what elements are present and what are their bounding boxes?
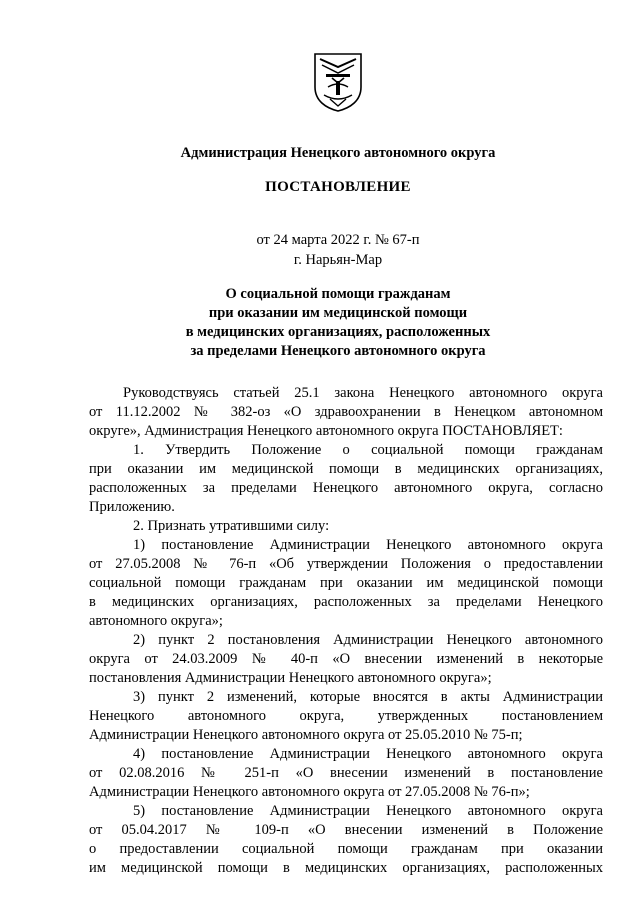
- title-line: за пределами Ненецкого автономного округа: [190, 343, 486, 359]
- title-line: в медицинских организациях, расположенных: [185, 324, 491, 340]
- body-line: Руководствуясь статьей 25.1 закона Ненецкого автономного округа: [123, 385, 603, 401]
- body-line: 2) пункт 2 постановления Администрации Ненецкого автономного: [133, 632, 603, 648]
- body-line: при оказании им медицинской помощи в медицинских организациях,: [89, 461, 603, 477]
- body-line: в медицинских организациях, расположенных за пределами Ненецкого: [89, 594, 603, 610]
- title-line: О социальной помощи гражданам: [225, 286, 451, 302]
- body-line: 1. Утвердить Положение о социальной помощи гражданам: [133, 442, 603, 458]
- body-line: Администрации Ненецкого автономного округа от 25.05.2010 № 75-п;: [89, 727, 523, 743]
- body-line: автономного округа»;: [89, 613, 223, 629]
- body-line: расположенных за пределами Ненецкого автономного округа, согласно: [89, 480, 603, 496]
- body-line: им медицинской помощи в медицинских организациях, расположенных: [89, 860, 603, 876]
- body-line: от 02.08.2016 № 251-п «О внесении изменений в постановление: [89, 765, 603, 781]
- document-date: от 24 марта 2022 г. № 67-п: [256, 232, 420, 248]
- body-line: 3) пункт 2 изменений, которые вносятся в акты Администрации: [133, 689, 603, 705]
- body-line: округе», Администрация Ненецкого автономного округа ПОСТАНОВЛЯЕТ:: [89, 423, 563, 439]
- body-line: социальной помощи гражданам при оказании им медицинской помощи: [89, 575, 603, 591]
- document-city: г. Нарьян-Мар: [293, 252, 383, 268]
- body-line: от 27.05.2008 № 76-п «Об утверждении Положения о предоставлении: [89, 556, 603, 572]
- body-line: Ненецкого автономного округа, утвержденных постановлением: [89, 708, 603, 724]
- body-line: округа от 24.03.2009 № 40-п «О внесении изменений в некоторые: [89, 651, 603, 667]
- document-body: [89, 384, 603, 878]
- body-line: от 11.12.2002 № 382-оз «О здравоохранении в Ненецком автономном: [89, 404, 603, 420]
- document-type: ПОСТАНОВЛЕНИЕ: [265, 179, 411, 195]
- title-line: при оказании им медицинской помощи: [208, 305, 468, 321]
- body-line: от 05.04.2017 № 109-п «О внесении изменений в Положение: [89, 822, 603, 838]
- body-line: 1) постановление Администрации Ненецкого автономного округа: [133, 537, 603, 553]
- body-line: 2. Признать утратившими силу:: [133, 518, 330, 534]
- coat-of-arms-icon: [312, 51, 364, 113]
- body-line: Приложению.: [89, 499, 175, 515]
- document-title: [0, 285, 640, 361]
- body-line: постановления Администрации Ненецкого автономного округа»;: [89, 670, 492, 686]
- organization-name: Администрация Ненецкого автономного округа: [180, 145, 496, 161]
- body-line: 4) постановление Администрации Ненецкого автономного округа: [133, 746, 603, 762]
- body-line: о предоставлении социальной помощи гражданам при оказании: [89, 841, 603, 857]
- body-line: Администрации Ненецкого автономного округа от 27.05.2008 № 76-п»;: [89, 784, 530, 800]
- body-line: 5) постановление Администрации Ненецкого автономного округа: [133, 803, 603, 819]
